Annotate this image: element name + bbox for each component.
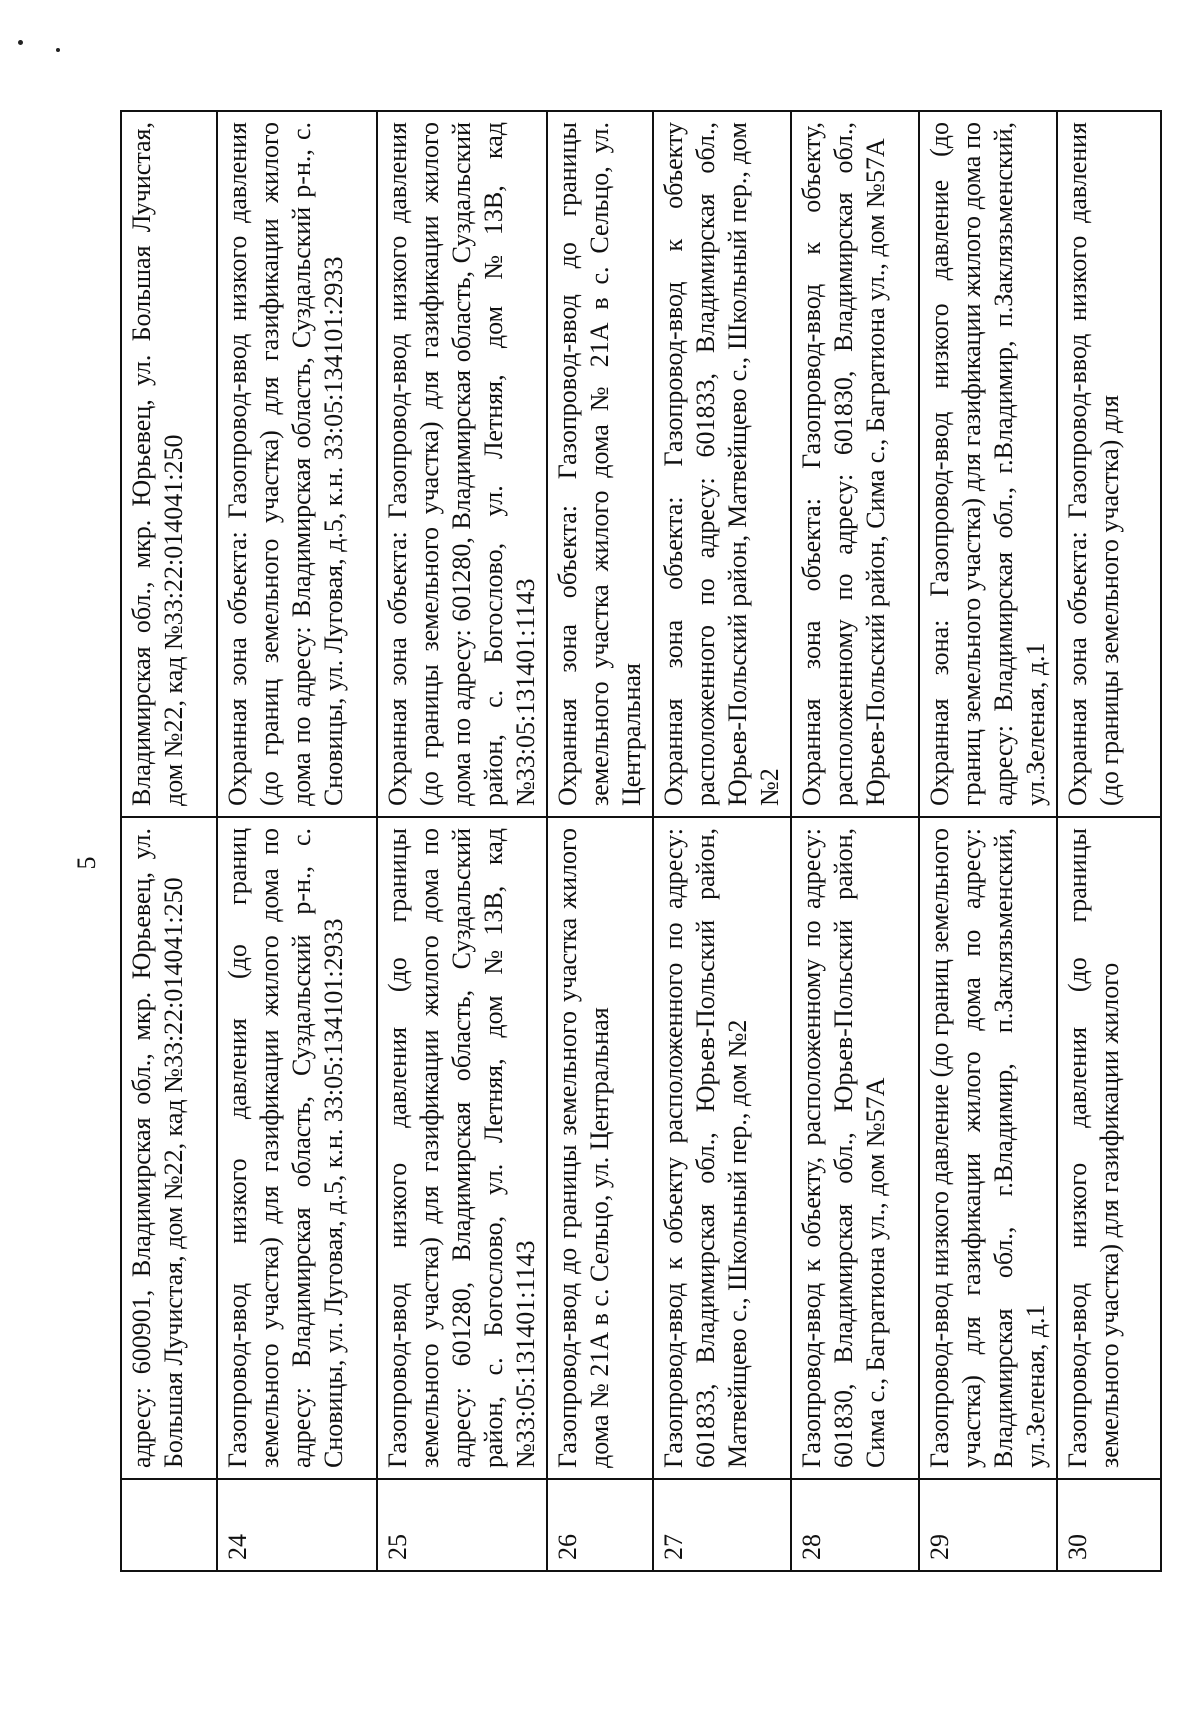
row-number: 24 (217, 1479, 377, 1571)
object-description: адресу: 600901, Владимирская обл., мкр. Юрьевец, ул. Большая Лучистая, дом №22, кад №33:22:014041:250 (121, 817, 217, 1479)
row-number (121, 1479, 217, 1571)
object-description: Газопровод-ввод низкого давление (до границ земельного участка) для газификации жилого дома по адресу: Владимирская обл., г.Владимир, п.Заклязьменский, ул.Зеленая, д.1 (919, 817, 1057, 1479)
object-description: Газопровод-ввод к объекту, расположенному по адресу: 601830, Владимирская обл., Юрьев-Польский район, Сима с., Багратиона ул., дом №57А (791, 817, 919, 1479)
scan-speck (56, 48, 60, 52)
rotated-page (120, 112, 1124, 1572)
table-row (1057, 111, 1161, 1571)
table-row (791, 111, 919, 1571)
row-number: 26 (547, 1479, 653, 1571)
protection-zone-description: Владимирская обл., мкр. Юрьевец, ул. Большая Лучистая, дом №22, кад №33:22:014041:250 (121, 111, 217, 817)
protection-zone-description: Охранная зона объекта: Газопровод-ввод низкого давления (до границ земельного участка) для газификации жилого дома по адресу: Владимирская область, Суздальский р-н., с. Сновицы, ул. Луговая, д.5, к.н. 33:05:134101:2933 (217, 111, 377, 817)
table-row (547, 111, 653, 1571)
document-area (120, 112, 1124, 1572)
protection-zone-description: Охранная зона объекта: Газопровод-ввод низкого давления (до границы земельного участка) для газификации жилого дома по адресу: 601280, Владимирская область, Суздальский район, с. Богослово, ул. Летняя, дом №13В, кад №33:05:131401:1143 (377, 111, 547, 817)
row-number: 28 (791, 1479, 919, 1571)
objects-table (120, 110, 1162, 1572)
object-description: Газопровод-ввод к объекту расположенного по адресу: 601833, Владимирская обл., Юрьев-Польский район, Матвейщево с., Школьный пер., дом №2 (653, 817, 791, 1479)
protection-zone-description: Охранная зона объекта: Газопровод-ввод к объекту расположенного по адресу: 601833, Владимирская обл., Юрьев-Польский район, Матвейщево с., Школьный пер., дом №2 (653, 111, 791, 817)
table-row (377, 111, 547, 1571)
object-description: Газопровод-ввод до границы земельного участка жилого дома № 21А в с. Сельцо, ул. Центральная (547, 817, 653, 1479)
table-row (919, 111, 1057, 1571)
object-description: Газопровод-ввод низкого давления (до границы земельного участка) для газификации жилого дома по адресу: 601280, Владимирская область, Суздальский район, с. Богослово, ул. Летняя, дом №13В, кад №33:05:131401:1143 (377, 817, 547, 1479)
row-number: 30 (1057, 1479, 1161, 1571)
scan-speck (18, 40, 23, 45)
protection-zone-description: Охранная зона объекта: Газопровод-ввод низкого давления (до границы земельного участка) для (1057, 111, 1161, 817)
protection-zone-description: Охранная зона объекта: Газопровод-ввод к объекту, расположенному по адресу: 601830, Владимирская обл., Юрьев-Польский район, Сима с., Багратиона ул., дом №57А (791, 111, 919, 817)
object-description: Газопровод-ввод низкого давления (до границы земельного участка) для газификации жилого (1057, 817, 1161, 1479)
row-number: 27 (653, 1479, 791, 1571)
table-row (653, 111, 791, 1571)
row-number: 29 (919, 1479, 1057, 1571)
protection-zone-description: Охранная зона: Газопровод-ввод низкого давление (до границ земельного участка) для газификации жилого дома по адресу: Владимирская обл., г.Владимир, п.Заклязьменский, ул.Зеленая, д.1 (919, 111, 1057, 817)
table-row (217, 111, 377, 1571)
table-row (121, 111, 217, 1571)
object-description: Газопровод-ввод низкого давления (до границ земельного участка) для газификации жилого дома по адресу: Владимирская область, Суздальский р-н., с. Сновицы, ул. Луговая, д.5, к.н. 33:05:134101:2933 (217, 817, 377, 1479)
protection-zone-description: Охранная зона объекта: Газопровод-ввод до границы земельного участка жилого дома № 21А в с. Сельцо, ул. Центральная (547, 111, 653, 817)
page-number: 5 (72, 856, 101, 870)
row-number: 25 (377, 1479, 547, 1571)
